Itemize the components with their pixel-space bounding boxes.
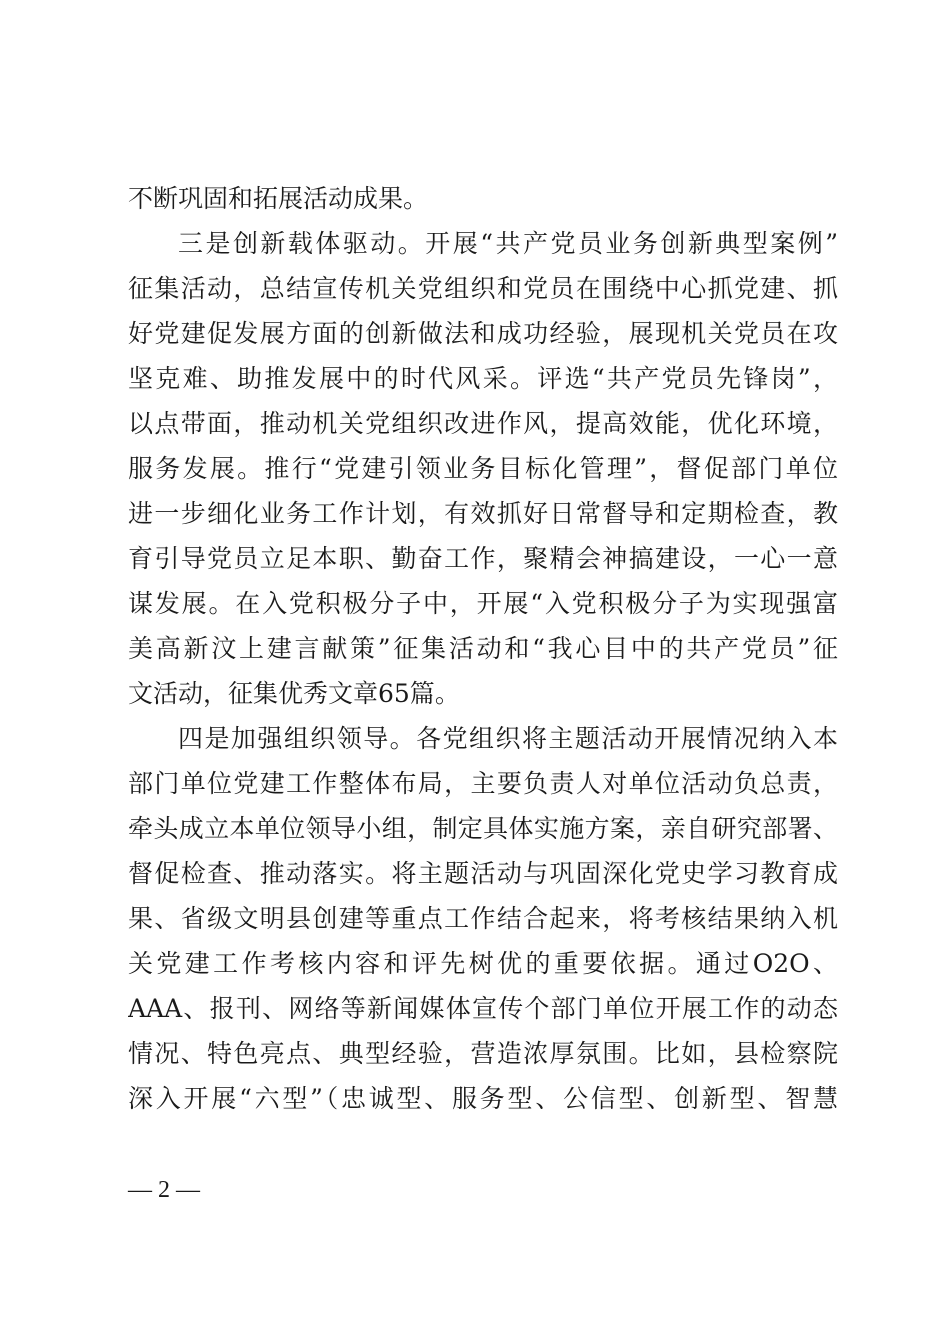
text-line: 果、省级文明县创建等重点工作结合起来，将考核结果纳入机 [128,904,838,933]
text-line: 文活动，征集优秀文章65篇。 [128,679,460,708]
paragraph-start-line: 四是加强组织领导。各党组织将主题活动开展情况纳入本 [178,724,838,753]
text-line: 关党建工作考核内容和评先树优的重要依据。通过O2O、 [128,949,838,978]
page-number: — 2 — [128,1177,200,1203]
text-line: 部门单位党建工作整体布局，主要负责人对单位活动负总责， [128,769,838,798]
text-line: 情况、特色亮点、典型经验，营造浓厚氛围。比如，县检察院 [128,1039,838,1068]
text-line: 坚克难、助推发展中的时代风采。评选“共产党员先锋岗”， [128,364,838,393]
text-line: 美高新汶上建言献策”征集活动和“我心目中的共产党员”征 [128,634,838,663]
text-line: 深入开展“六型”（忠诚型、服务型、公信型、创新型、智慧 [128,1084,838,1113]
text-line: 督促检查、推动落实。将主题活动与巩固深化党史学习教育成 [128,859,838,888]
text-line: 好党建促发展方面的创新做法和成功经验，展现机关党员在攻 [128,319,838,348]
text-line: 谋发展。在入党积极分子中，开展“入党积极分子为实现强富 [128,589,838,618]
text-line: 服务发展。推行“党建引领业务目标化管理”，督促部门单位 [128,454,838,483]
text-line: 不断巩固和拓展活动成果。 [128,184,429,213]
text-line: 牵头成立本单位领导小组，制定具体实施方案，亲自研究部署、 [128,814,838,843]
text-line: AAA、报刊、网络等新闻媒体宣传个部门单位开展工作的动态 [128,994,838,1023]
text-line: 征集活动，总结宣传机关党组织和党员在围绕中心抓党建、抓 [128,274,838,303]
text-line: 育引导党员立足本职、勤奋工作，聚精会神搞建设，一心一意 [128,544,838,573]
text-line: 以点带面，推动机关党组织改进作风，提高效能，优化环境， [128,409,838,438]
paragraph-start-line: 三是创新载体驱动。开展“共产党员业务创新典型案例” [178,229,838,258]
text-line: 进一步细化业务工作计划，有效抓好日常督导和定期检查，教 [128,499,838,528]
